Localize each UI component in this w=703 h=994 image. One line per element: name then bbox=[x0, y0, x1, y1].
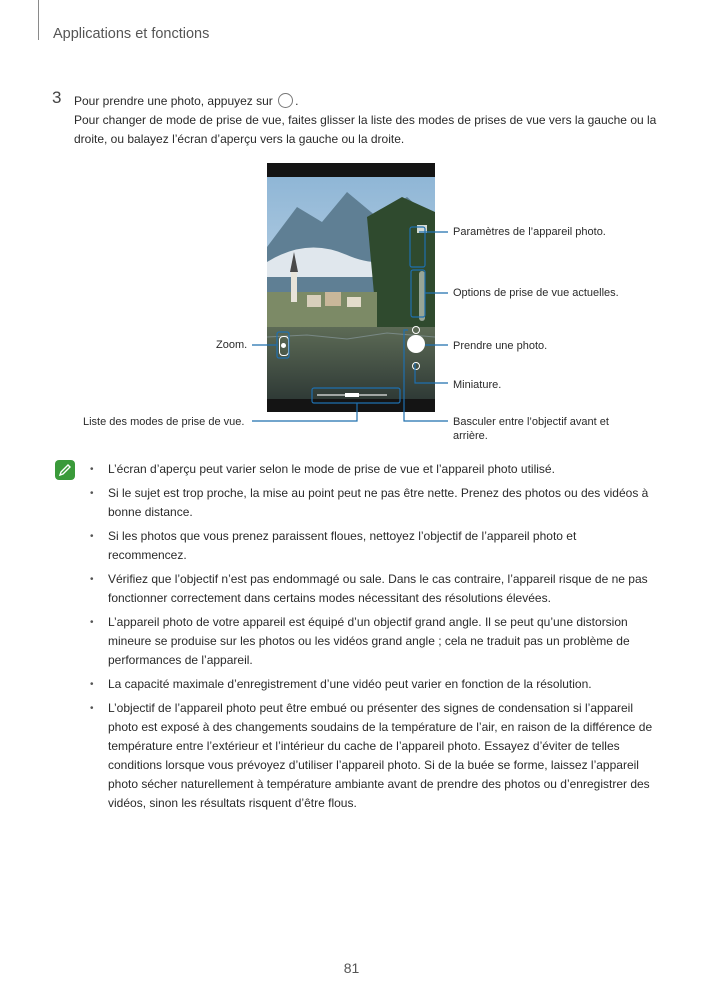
step-instructions bbox=[74, 92, 659, 149]
lake-village-scene bbox=[267, 177, 435, 399]
page-edge-line bbox=[38, 0, 39, 40]
note-item: • La capacité maximale d’enregistrement d’une vidéo peut varier en fonction de la résolution. bbox=[88, 675, 658, 694]
settings-gear-icon[interactable] bbox=[417, 225, 427, 233]
note-pencil-icon bbox=[55, 460, 75, 480]
shooting-options-bar[interactable] bbox=[419, 271, 425, 321]
label-switch-lens: Basculer entre l’objectif avant et arrière. bbox=[453, 416, 609, 442]
label-settings: Paramètres de l’appareil photo. bbox=[453, 226, 606, 238]
shutter-button[interactable] bbox=[407, 335, 425, 353]
note-item: • L’appareil photo de votre appareil est équipé d’un objectif grand angle. Il se peut qu’une distorsion mineure se produise sur les photos ou les vidéos grand angle ; cela ne traduit pas un problème de performances de l’appareil. bbox=[88, 613, 658, 670]
note-item: • L’objectif de l’appareil photo peut être embué ou présenter des signes de condensation si l’appareil photo est exposé à des changements soudains de la température de l’air, en raison de la différence de température entre l’extérieur et l’intérieur du cache de l’appareil photo. Essayez d’éviter de telles conditions lorsque vous prévoyez d’utiliser l’appareil photo. Si de la buée se forme, laissez l’appareil photo sécher naturellement à température ambiante avant de prendre des photos ou d’enregistrer des vidéos, sinon les résultats risquent d’être flous. bbox=[88, 699, 658, 813]
label-take-photo: Prendre une photo. bbox=[453, 340, 548, 352]
camera-preview bbox=[267, 177, 435, 399]
active-mode-indicator bbox=[345, 393, 359, 397]
label-thumbnail: Miniature. bbox=[453, 379, 502, 391]
label-zoom: Zoom. bbox=[216, 339, 248, 351]
zoom-dot-icon bbox=[281, 343, 286, 348]
step-line-2: Pour changer de mode de prise de vue, faites glisser la liste des modes de prises de vue vers la gauche ou la droite, ou balayez l’écran d’aperçu vers la gauche ou la droite. bbox=[74, 113, 657, 146]
thumbnail-icon[interactable] bbox=[412, 362, 420, 370]
page-number: 81 bbox=[343, 960, 360, 976]
note-item: • L’écran d’aperçu peut varier selon le mode de prise de vue et l’appareil photo utilisé. bbox=[88, 460, 658, 479]
label-options: Options de prise de vue actuelles. bbox=[453, 287, 619, 299]
note-item: • Vérifiez que l’objectif n’est pas endommagé ou sale. Dans le cas contraire, l’appareil risque de ne pas fonctionner correctement dans certains modes nécessitant des résolutions élevées. bbox=[88, 570, 658, 608]
camera-screen-illustration bbox=[267, 163, 435, 412]
shutter-button-icon bbox=[278, 93, 293, 108]
step-line-1 bbox=[74, 92, 659, 111]
step-line-1-end: . bbox=[295, 94, 299, 108]
note-item: • Si le sujet est trop proche, la mise au point peut ne pas être nette. Prenez des photos ou des vidéos à bonne distance. bbox=[88, 484, 658, 522]
note-item: • Si les photos que vous prenez paraissent floues, nettoyez l’objectif de l’appareil photo et recommencez. bbox=[88, 527, 658, 565]
page-header: Applications et fonctions bbox=[53, 26, 210, 42]
switch-camera-icon[interactable] bbox=[412, 326, 420, 334]
step-number: 3 bbox=[52, 88, 62, 107]
label-modes-list: Liste des modes de prise de vue. bbox=[83, 416, 245, 428]
notes-list bbox=[88, 460, 658, 818]
step-line-1-text: Pour prendre une photo, appuyez sur bbox=[74, 94, 273, 108]
